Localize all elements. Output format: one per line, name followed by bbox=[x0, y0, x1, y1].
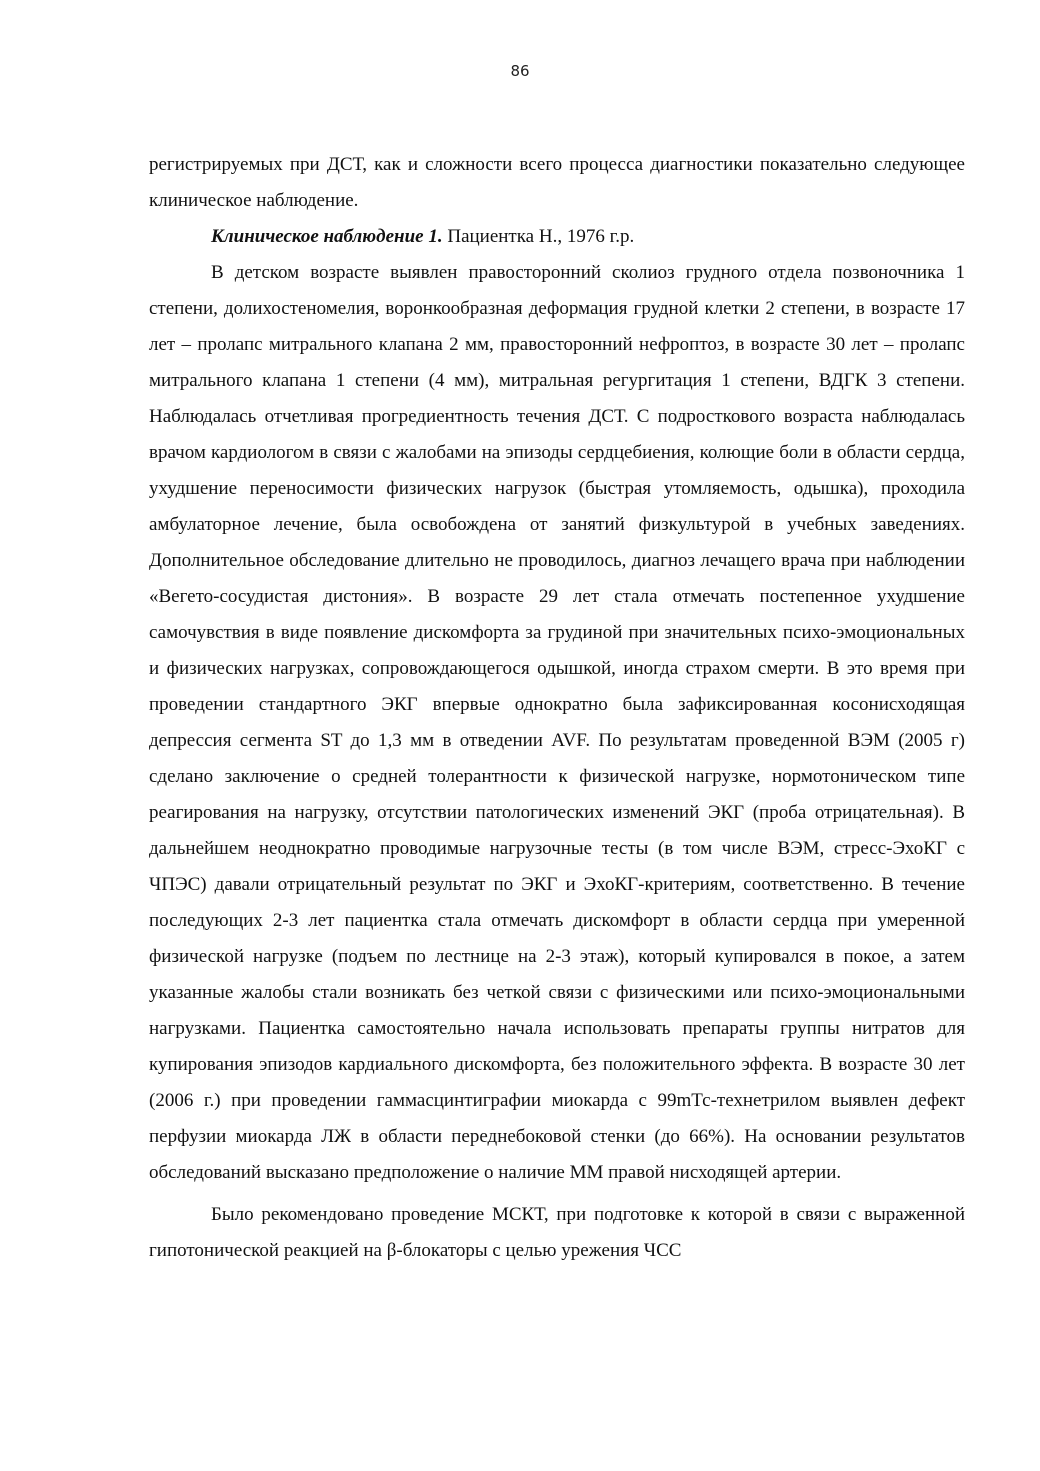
paragraph-case-history: В детском возрасте выявлен правосторонний сколиоз грудного отдела позвоночника 1 степени, долихостеномелия, воронкообразная деформация грудной клетки 2 степени, в возрасте 17 лет – пролапс митрального клапана 2 мм, правосторонний нефроптоз, в возрасте 30 лет – пролапс митрального клапана 1 степени (4 мм), митральная регургитация 1 степени, ВДГК 3 степени. Наблюдалась отчетливая прогредиентность течения ДСТ. С подросткового возраста наблюдалась врачом кардиологом в связи с жалобами на эпизоды сердцебиения, колющие боли в области сердца, ухудшение переносимости физических нагрузок (быстрая утомляемость, одышка), проходила амбулаторное лечение, была освобождена от занятий физкультурой в учебных заведениях. Дополнительное обследование длительно не проводилось, диагноз лечащего врача при наблюдении «Вегето-сосудистая дистония». В возрасте 29 лет стала отмечать постепенное ухудшение самочувствия в виде появление дискомфорта за грудиной при значительных психо-эмоциональных и физических нагрузках, сопровождающегося одышкой, иногда страхом смерти. В это время при проведении стандартного ЭКГ впервые однократно была зафиксированная косонисходящая депрессия сегмента ST до 1,3 мм в отведении AVF. По результатам проведенной ВЭМ (2005 г) сделано заключение о средней толерантности к физической нагрузке, нормотоническом типе реагирования на нагрузку, отсутствии патологических изменений ЭКГ (проба отрицательная). В дальнейшем неоднократно проводимые нагрузочные тесты (в том числе ВЭМ, стресс-ЭхоКГ с ЧПЭС) давали отрицательный результат по ЭКГ и ЭхоКГ-критериям, соответственно. В течение последующих 2-3 лет пациентка стала отмечать дискомфорт в области сердца при умеренной физической нагрузке (подъем по лестнице на 2-3 этаж), который купировался в покое, а затем указанные жалобы стали возникать без четкой связи с физическими или психо-эмоциональными нагрузками. Пациентка самостоятельно начала использовать препараты группы нитратов для купирования эпизодов кардиального дискомфорта, без положительного эффекта. В возрасте 30 лет (2006 г.) при проведении гаммасцинтиграфии миокарда с 99mТс-технетрилом выявлен дефект перфузии миокарда ЛЖ в области переднебоковой стенки (до 66%). На основании результатов обследований высказано предположение о наличие ММ правой нисходящей артерии. bbox=[149, 262, 965, 1183]
paragraph-intro: регистрируемых при ДСТ, как и сложности всего процесса диагностики показательно следующее клиническое наблюдение. bbox=[149, 154, 965, 211]
page-number: 86 bbox=[510, 62, 530, 80]
case-title bbox=[149, 219, 965, 255]
paragraph-recommendation: Было рекомендовано проведение МСКТ, при подготовке к которой в связи с выраженной гипотонической реакцией на β-блокаторы с целью урежения ЧСС bbox=[149, 1204, 965, 1261]
document-body bbox=[149, 147, 965, 1269]
case-patient: Пациентка Н., 1976 г.р. bbox=[442, 226, 635, 247]
case-heading: Клиническое наблюдение 1. bbox=[211, 226, 443, 247]
